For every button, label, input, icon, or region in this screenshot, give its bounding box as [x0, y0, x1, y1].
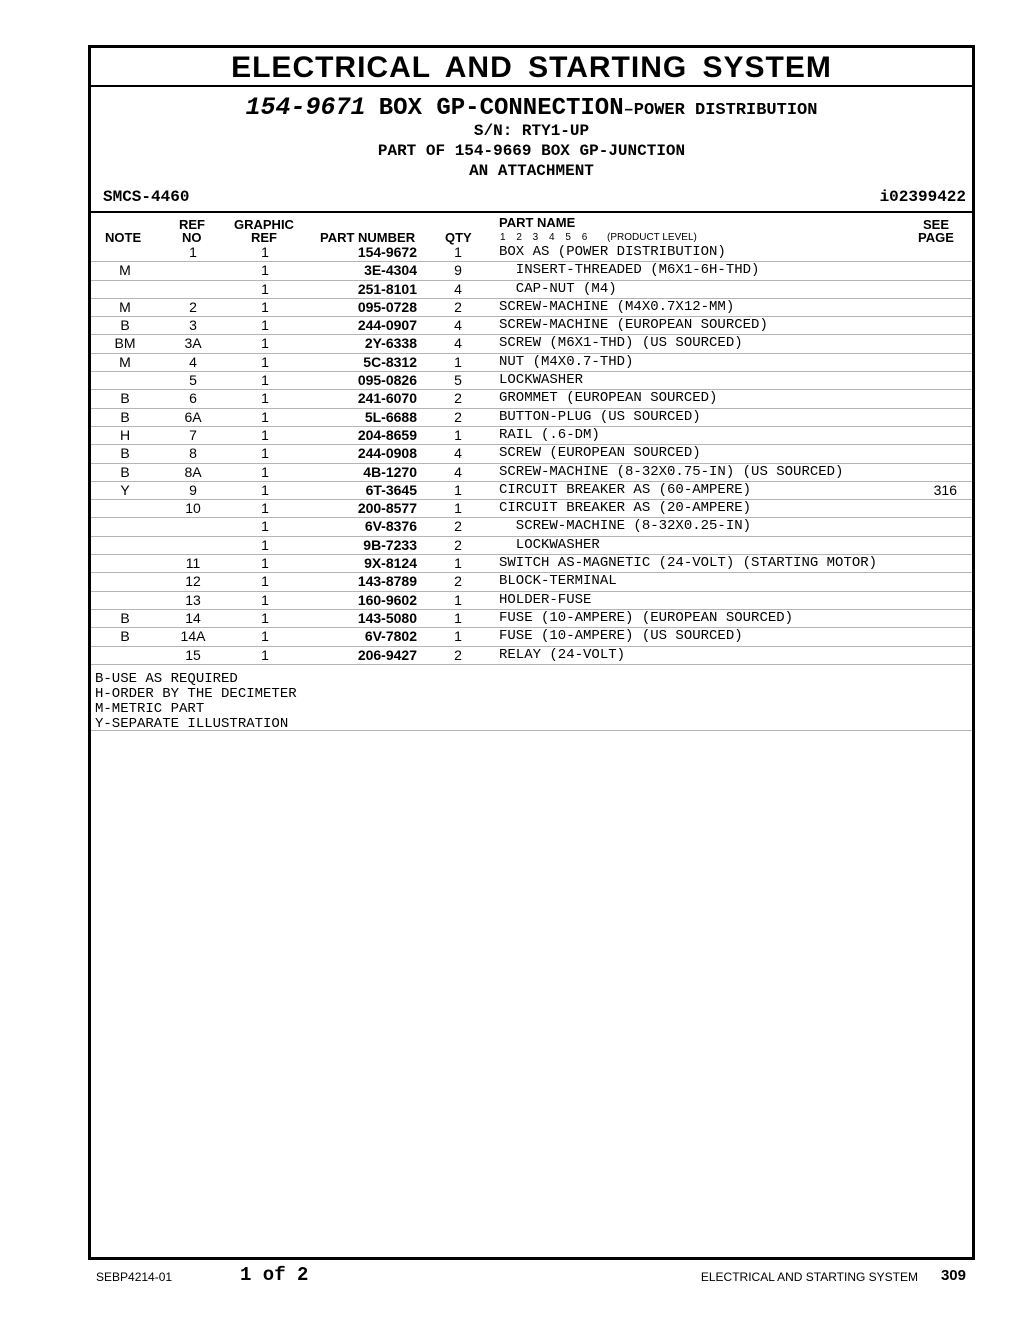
graphic-ref-cell: 1 — [261, 408, 269, 425]
part-number-cell[interactable]: 204-8659 — [357, 426, 417, 443]
table-row — [91, 647, 972, 665]
qty-cell: 4 — [454, 280, 462, 297]
table-row — [91, 244, 972, 262]
note-h: H-ORDER BY THE DECIMETER — [95, 686, 297, 702]
illustration-id: i02399422 — [879, 188, 966, 206]
qty-cell: 1 — [454, 500, 462, 517]
table-row — [91, 372, 972, 390]
ref-no-cell: 14 — [185, 609, 201, 626]
ref-no-cell: 12 — [185, 573, 201, 590]
header-divider — [91, 211, 972, 213]
part-number-cell[interactable]: 3E-4304 — [364, 262, 417, 279]
note-cell: B — [120, 463, 130, 480]
table-row — [91, 299, 972, 317]
graphic-ref-cell: 1 — [261, 500, 269, 517]
part-number-cell[interactable]: 251-8101 — [357, 280, 417, 297]
header-see-bottom: PAGE — [918, 230, 954, 245]
ref-no-cell: 4 — [189, 353, 197, 370]
part-number-cell[interactable]: 200-8577 — [357, 500, 417, 517]
document-id: SEBP4214-01 — [96, 1270, 173, 1284]
qty-cell: 4 — [454, 317, 462, 334]
qty-cell: 4 — [454, 445, 462, 462]
product-level-label: (PRODUCT LEVEL) — [607, 232, 697, 243]
note-cell: BM — [114, 335, 136, 352]
part-number-cell[interactable]: 9X-8124 — [364, 555, 417, 572]
note-cell: M — [119, 353, 131, 370]
table-row — [91, 427, 972, 445]
qty-cell: 4 — [454, 335, 462, 352]
ref-no-cell: 13 — [185, 591, 201, 608]
ref-no-cell: 14A — [180, 628, 206, 645]
ref-no-cell: 3A — [184, 335, 202, 352]
part-number-cell[interactable]: 6V-8376 — [364, 518, 417, 535]
part-number-cell[interactable]: 154-9672 — [357, 244, 417, 260]
qty-cell: 1 — [454, 628, 462, 645]
part-name-cell: SCREW (EUROPEAN SOURCED) — [499, 445, 701, 462]
table-row — [91, 573, 972, 591]
ref-no-cell: 6A — [184, 408, 202, 425]
notes-legend — [95, 672, 297, 732]
part-number-cell[interactable]: 244-0907 — [357, 317, 417, 334]
title-divider — [91, 85, 972, 87]
part-name-cell: NUT (M4X0.7-THD) — [499, 353, 634, 370]
part-number-cell[interactable]: 2Y-6338 — [364, 335, 417, 352]
graphic-ref-cell: 1 — [261, 317, 269, 334]
attachment-line: AN ATTACHMENT — [469, 162, 594, 180]
part-number-cell[interactable]: 244-0908 — [357, 445, 417, 462]
ref-no-cell: 15 — [185, 646, 201, 663]
part-number-cell[interactable]: 5L-6688 — [364, 408, 417, 425]
ref-no-cell: 10 — [185, 500, 201, 517]
table-row — [91, 390, 972, 408]
graphic-ref-cell: 1 — [261, 426, 269, 443]
part-name-cell: SWITCH AS-MAGNETIC (24-VOLT) (STARTING MOTOR) — [499, 555, 878, 572]
graphic-ref-cell: 1 — [261, 518, 269, 535]
part-name-cell: HOLDER-FUSE — [499, 591, 592, 608]
qty-cell: 1 — [454, 426, 462, 443]
table-row — [91, 445, 972, 463]
part-name-cell: CIRCUIT BREAKER AS (20-AMPERE) — [499, 500, 752, 517]
part-number-cell[interactable]: 206-9427 — [357, 646, 417, 663]
qty-cell: 1 — [454, 555, 462, 572]
part-name-cell: LOCKWASHER — [499, 372, 584, 389]
note-cell: B — [120, 408, 130, 425]
qty-cell: 2 — [454, 408, 462, 425]
ref-no-cell: 6 — [189, 390, 197, 407]
ref-no-cell: 7 — [189, 426, 197, 443]
serial-range: S/N: RTY1-UP — [473, 122, 590, 140]
part-name-cell: SCREW-MACHINE (M4X0.7X12-MM) — [499, 298, 735, 315]
note-cell: B — [120, 628, 130, 645]
product-level-digits: 1 2 3 4 5 6 — [500, 232, 588, 243]
table-row — [91, 482, 972, 500]
part-name-cell: SCREW-MACHINE (8-32X0.75-IN) (US SOURCED) — [499, 463, 844, 480]
table-row — [91, 409, 972, 427]
graphic-ref-cell: 1 — [261, 298, 269, 315]
table-row — [91, 610, 972, 628]
part-number-cell[interactable]: 095-0728 — [357, 298, 417, 315]
note-cell: M — [119, 262, 131, 279]
graphic-ref-cell: 1 — [261, 390, 269, 407]
part-name-cell: INSERT-THREADED (M6X1-6H-THD) — [499, 262, 760, 279]
note-cell: B — [120, 317, 130, 334]
graphic-ref-cell: 1 — [261, 591, 269, 608]
part-name-cell: SCREW-MACHINE (8-32X0.25-IN) — [499, 518, 752, 535]
qty-cell: 2 — [454, 390, 462, 407]
part-name-cell: GROMMET (EUROPEAN SOURCED) — [499, 390, 718, 407]
note-m: M-METRIC PART — [95, 701, 205, 717]
qty-cell: 2 — [454, 536, 462, 553]
qty-cell: 1 — [454, 353, 462, 370]
note-cell: H — [119, 426, 131, 443]
qty-cell: 9 — [454, 262, 462, 279]
notes-divider — [91, 730, 972, 731]
note-cell: Y — [120, 481, 130, 498]
table-row — [91, 464, 972, 482]
part-name-cell: RAIL (.6-DM) — [499, 426, 600, 443]
part-name-cell: RELAY (24-VOLT) — [499, 646, 626, 663]
ref-no-cell: 8 — [189, 445, 197, 462]
note-cell: B — [120, 609, 130, 626]
ref-no-cell: 1 — [189, 244, 197, 260]
smcs-code: SMCS-4460 — [103, 188, 190, 206]
part-name-cell: BUTTON-PLUG (US SOURCED) — [499, 408, 701, 425]
table-row — [91, 335, 972, 353]
graphic-ref-cell: 1 — [261, 353, 269, 370]
table-row — [91, 281, 972, 299]
part-name-cell: SCREW (M6X1-THD) (US SOURCED) — [499, 335, 743, 352]
graphic-ref-cell: 1 — [261, 481, 269, 498]
header-ref-bottom: NO — [182, 230, 202, 245]
part-name-cell: BLOCK-TERMINAL — [499, 573, 617, 590]
table-row — [91, 354, 972, 372]
table-row — [91, 592, 972, 610]
table-row — [91, 518, 972, 536]
part-number-cell[interactable]: 4B-1270 — [363, 463, 417, 480]
part-number-cell[interactable]: 6T-3645 — [365, 481, 417, 498]
part-name-cell: SCREW-MACHINE (EUROPEAN SOURCED) — [499, 317, 768, 334]
graphic-ref-cell: 1 — [261, 262, 269, 279]
page-number: 309 — [940, 1267, 966, 1284]
footer-section: ELECTRICAL AND STARTING SYSTEM — [700, 1270, 918, 1284]
ref-no-cell: 11 — [185, 555, 201, 572]
note-b: B-USE AS REQUIRED — [95, 671, 238, 687]
qty-cell: 1 — [454, 609, 462, 626]
header-part-name: PART NAME — [499, 215, 576, 230]
header-note: NOTE — [105, 230, 142, 245]
group-name: BOX GP-CONNECTION — [378, 95, 624, 122]
header-graphic-bottom: REF — [251, 230, 277, 245]
part-of-line: PART OF 154-9669 BOX GP-JUNCTION — [377, 142, 686, 160]
table-row — [91, 537, 972, 555]
part-number-cell[interactable]: 095-0826 — [357, 372, 417, 389]
graphic-ref-cell: 1 — [261, 628, 269, 645]
part-name-cell: CIRCUIT BREAKER AS (60-AMPERE) — [499, 481, 752, 498]
graphic-ref-cell: 1 — [261, 372, 269, 389]
graphic-ref-cell: 1 — [261, 244, 269, 260]
parts-list-frame — [88, 45, 975, 1260]
part-number-cell[interactable]: 9B-7233 — [363, 536, 417, 553]
graphic-ref-cell: 1 — [261, 280, 269, 297]
qty-cell: 2 — [454, 646, 462, 663]
ref-no-cell: 9 — [189, 481, 197, 498]
qty-cell: 4 — [454, 463, 462, 480]
qty-cell: 1 — [454, 244, 462, 260]
part-number-cell[interactable]: 6V-7802 — [364, 628, 417, 645]
part-number-cell[interactable]: 241-6070 — [357, 390, 417, 407]
qty-cell: 1 — [454, 481, 462, 498]
ref-no-cell: 2 — [189, 298, 197, 315]
note-cell: B — [120, 390, 130, 407]
page-of: 1 of 2 — [240, 1264, 309, 1286]
graphic-ref-cell: 1 — [261, 555, 269, 572]
graphic-ref-cell: 1 — [261, 646, 269, 663]
page-title: ELECTRICAL AND STARTING SYSTEM — [231, 51, 832, 84]
header-see-top: SEE — [923, 217, 950, 232]
header-qty: QTY — [445, 230, 472, 245]
graphic-ref-cell: 1 — [261, 609, 269, 626]
graphic-ref-cell: 1 — [261, 445, 269, 462]
table-row — [91, 500, 972, 518]
part-number-cell[interactable]: 143-5080 — [357, 609, 417, 626]
parts-table — [91, 244, 972, 665]
part-name-cell: LOCKWASHER — [499, 536, 600, 553]
group-name-tail: –POWER DISTRIBUTION — [623, 101, 818, 120]
part-number-cell[interactable]: 5C-8312 — [363, 353, 417, 370]
graphic-ref-cell: 1 — [261, 463, 269, 480]
part-number-cell[interactable]: 160-9602 — [357, 591, 417, 608]
note-cell: M — [119, 298, 131, 315]
see-page-cell[interactable]: 316 — [933, 481, 957, 498]
part-name-cell: FUSE (10-AMPERE) (US SOURCED) — [499, 628, 743, 645]
qty-cell: 5 — [454, 372, 462, 389]
part-name-cell: CAP-NUT (M4) — [499, 280, 617, 297]
part-name-cell: BOX AS (POWER DISTRIBUTION) — [499, 244, 726, 260]
ref-no-cell: 3 — [189, 317, 197, 334]
graphic-ref-cell: 1 — [261, 335, 269, 352]
graphic-ref-cell: 1 — [261, 573, 269, 590]
ref-no-cell: 5 — [189, 372, 197, 389]
header-ref-top: REF — [179, 217, 205, 232]
table-row — [91, 628, 972, 646]
part-name-cell: FUSE (10-AMPERE) (EUROPEAN SOURCED) — [499, 609, 794, 626]
table-row — [91, 262, 972, 280]
ref-no-cell: 8A — [184, 463, 202, 480]
note-cell: B — [120, 445, 130, 462]
table-row — [91, 555, 972, 573]
graphic-ref-cell: 1 — [261, 536, 269, 553]
table-row — [91, 317, 972, 335]
qty-cell: 2 — [454, 298, 462, 315]
qty-cell: 2 — [454, 573, 462, 590]
note-y: Y-SEPARATE ILLUSTRATION — [95, 716, 289, 732]
header-graphic-top: GRAPHIC — [234, 217, 294, 232]
header-part-number: PART NUMBER — [320, 230, 416, 245]
qty-cell: 1 — [454, 591, 462, 608]
part-number-cell[interactable]: 143-8789 — [357, 573, 417, 590]
group-part-number[interactable]: 154-9671 — [245, 93, 366, 122]
qty-cell: 2 — [454, 518, 462, 535]
